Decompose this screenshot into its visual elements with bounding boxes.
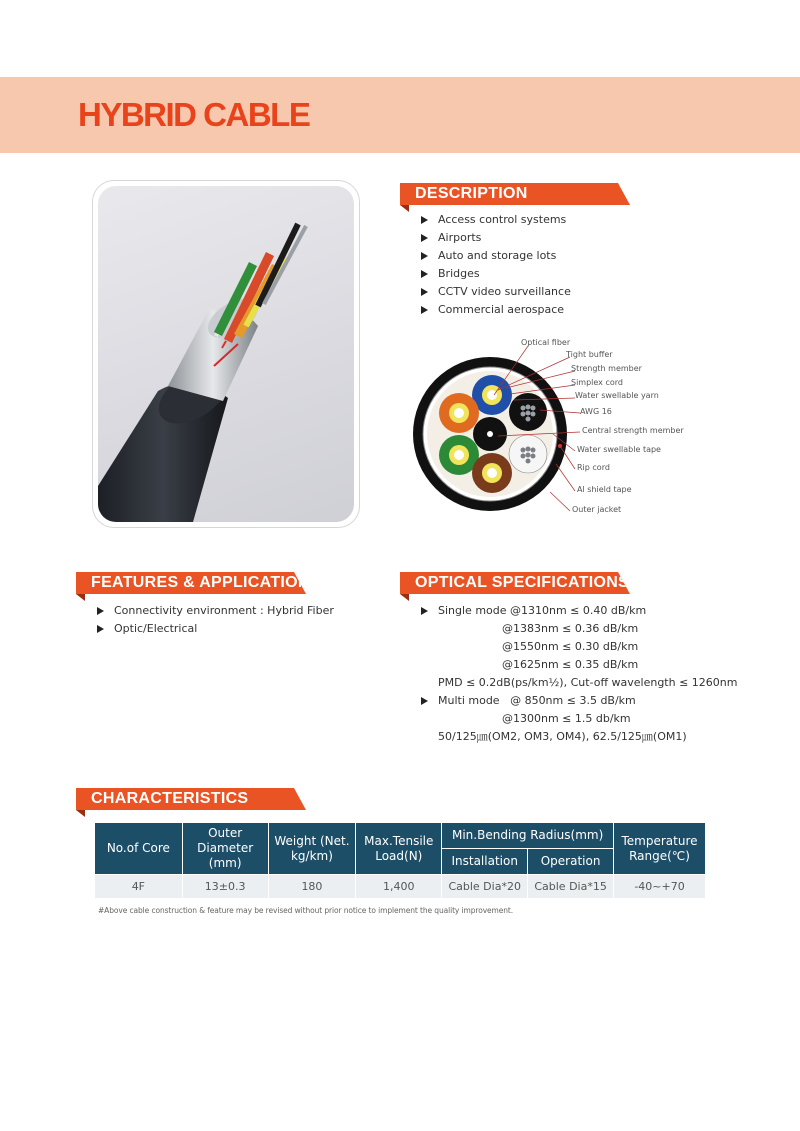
cable-cross-section-diagram [410, 334, 690, 520]
diagram-label: Rip cord [577, 463, 610, 472]
cell-weight: 180 [268, 875, 356, 899]
features-list [96, 602, 334, 638]
header-temperature: Temperature Range(℃) [614, 823, 706, 875]
diagram-label: AWG 16 [580, 407, 612, 416]
bullet-arrow-icon [97, 625, 104, 633]
diagram-label: Optical fiber [521, 338, 571, 347]
spec-line: @1625nm ≤ 0.35 dB/km [502, 658, 639, 671]
header-bending: Min.Bending Radius(mm) [442, 823, 614, 849]
description-list [420, 211, 571, 319]
diagram-label: Al shield tape [577, 485, 632, 494]
cell-installation: Cable Dia*20 [442, 875, 528, 899]
cable-photo-frame [92, 180, 360, 528]
description-heading: DESCRIPTION [400, 183, 630, 205]
list-item: CCTV video surveillance [420, 283, 571, 301]
features-heading: FEATURES & APPLICATIONS [76, 572, 306, 594]
list-item: Bridges [420, 265, 571, 283]
cell-operation: Cable Dia*15 [528, 875, 614, 899]
cable-photo [98, 186, 354, 522]
spec-line: @1300nm ≤ 1.5 db/km [502, 712, 631, 725]
optical-heading: OPTICAL SPECIFICATIONS [400, 572, 630, 594]
characteristics-table [94, 822, 706, 899]
header-operation: Operation [528, 849, 614, 875]
header-weight: Weight (Net. kg/km) [268, 823, 356, 875]
table-row [95, 875, 706, 899]
bullet-arrow-icon [421, 216, 428, 224]
characteristics-heading: CHARACTERISTICS [76, 788, 306, 810]
bullet-arrow-icon [97, 607, 104, 615]
spec-line: @1550nm ≤ 0.30 dB/km [502, 640, 639, 653]
diagram-label: Simplex cord [571, 378, 623, 387]
diagram-label: Central strength member [582, 426, 684, 435]
cell-temperature: -40~+70 [614, 875, 706, 899]
multi-mode-spec: Multi mode @ 850nm ≤ 3.5 dB/km [420, 692, 636, 710]
bullet-arrow-icon [421, 607, 428, 615]
cable-illustration [98, 186, 354, 522]
list-item: Connectivity environment : Hybrid Fiber [96, 602, 334, 620]
diagram-label: Tight buffer [566, 350, 613, 359]
cell-core: 4F [95, 875, 183, 899]
list-item: Airports [420, 229, 571, 247]
list-item: Access control systems [420, 211, 571, 229]
bullet-arrow-icon [421, 234, 428, 242]
bullet-arrow-icon [421, 252, 428, 260]
page-title: HYBRID CABLE [78, 96, 310, 133]
list-item: Auto and storage lots [420, 247, 571, 265]
diagram-label: Water swellable yarn [575, 391, 659, 400]
cell-diameter: 13±0.3 [182, 875, 268, 899]
list-item: Commercial aerospace [420, 301, 571, 319]
diagram-label: Outer jacket [572, 505, 622, 514]
header-tensile: Max.Tensile Load(N) [356, 823, 442, 875]
list-item: Optic/Electrical [96, 620, 334, 638]
bullet-arrow-icon [421, 288, 428, 296]
cell-tensile: 1,400 [356, 875, 442, 899]
bullet-arrow-icon [421, 306, 428, 314]
header-installation: Installation [442, 849, 528, 875]
multi-mode-types: 50/125㎛(OM2, OM3, OM4), 62.5/125㎛(OM1) [438, 730, 687, 743]
diagram-label: Strength member [571, 364, 642, 373]
pmd-spec: PMD ≤ 0.2dB(ps/km½), Cut-off wavelength ≤ 1260nm [438, 676, 738, 689]
header-core: No.of Core [95, 823, 183, 875]
revision-note: #Above cable construction & feature may be revised without prior notice to implement the quality improvement. [98, 906, 514, 915]
single-mode-spec: Single mode @1310nm ≤ 0.40 dB/km [420, 602, 646, 620]
bullet-arrow-icon [421, 697, 428, 705]
header-diameter: Outer Diameter (mm) [182, 823, 268, 875]
diagram-label: Water swellable tape [577, 445, 661, 454]
bullet-arrow-icon [421, 270, 428, 278]
spec-line: @1383nm ≤ 0.36 dB/km [502, 622, 639, 635]
